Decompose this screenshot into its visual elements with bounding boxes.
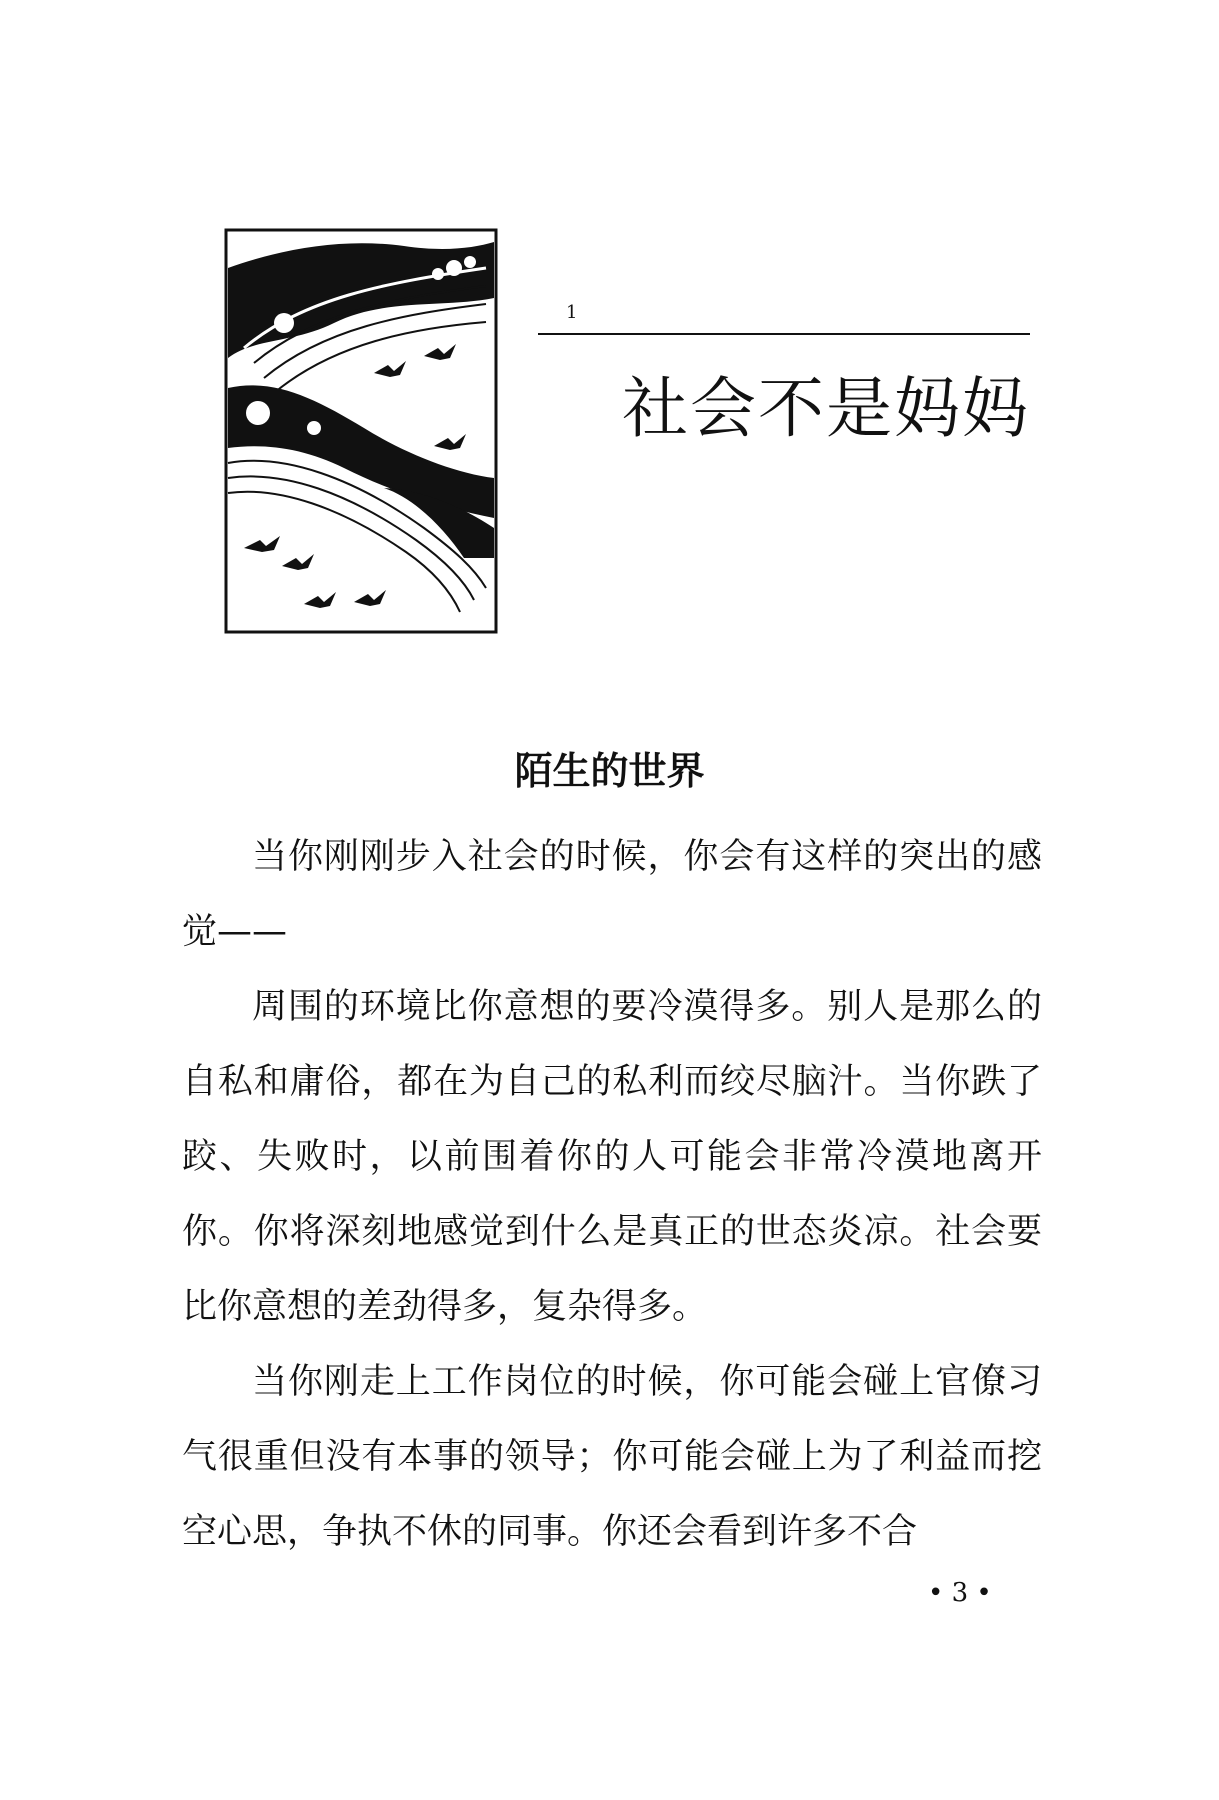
section-title: 陌生的世界 — [514, 749, 705, 793]
chapter-rule — [538, 333, 1030, 335]
paragraph: 周围的环境比你意想的要冷漠得多。别人是那么的自私和庸俗，都在为自己的私利而绞尽脑汁。当你跌了跤、失败时，以前围着你的人可能会非常冷漠地离开你。你将深刻地感觉到什么是真正的世态炎凉。社会要比你意想的差劲得多，复杂得多。 — [182, 987, 1042, 1327]
chapter-number: 1 — [566, 302, 578, 323]
paragraph: 当你刚刚步入社会的时候，你会有这样的突出的感觉—— — [182, 837, 1042, 952]
birds-and-waves-woodcut-icon — [224, 228, 498, 634]
body-text — [182, 820, 1042, 1570]
page-number: • 3 • — [928, 1578, 992, 1608]
paragraph: 当你刚走上工作岗位的时候，你可能会碰上官僚习气很重但没有本事的领导；你可能会碰上为了利益而挖空心思，争执不休的同事。你还会看到许多不合 — [182, 1362, 1042, 1552]
chapter-illustration — [224, 228, 498, 634]
chapter-title: 社会不是妈妈 — [622, 370, 1030, 447]
